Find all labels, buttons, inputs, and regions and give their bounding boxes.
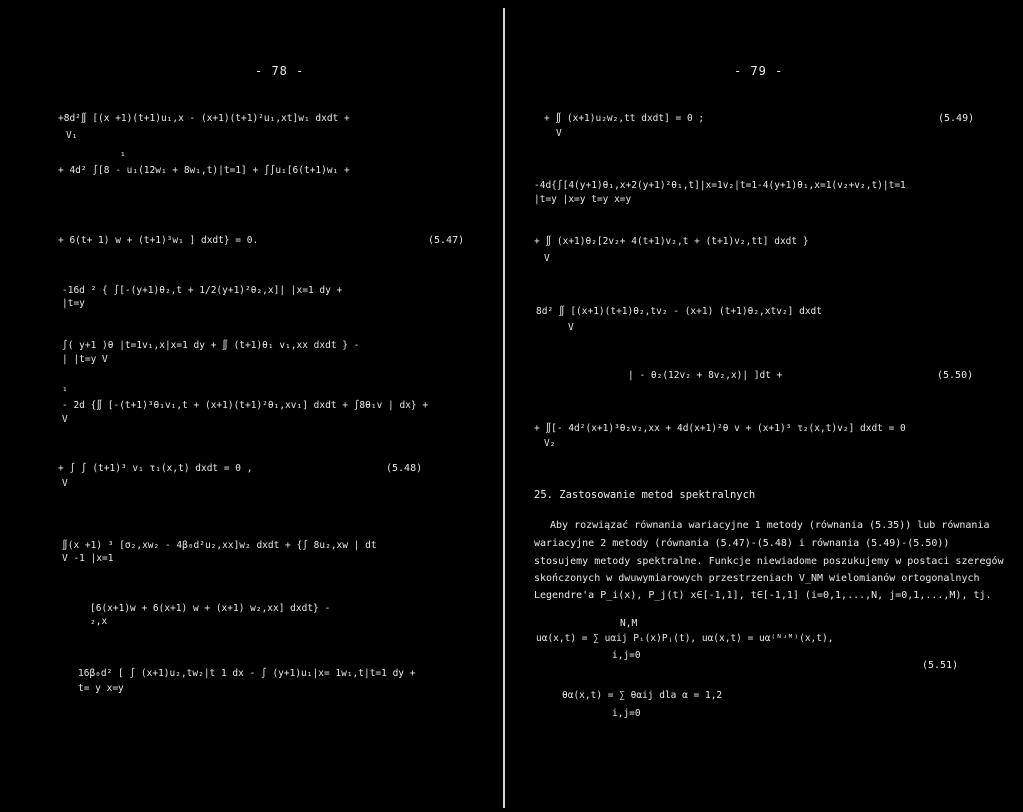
equation-line: 16β₀d² [ ∫ (x+1)u₂,tw₂|t 1 dx - ∫ (y+1)u₁|x= 1w₁,t|t=1 dy +: [78, 668, 416, 679]
paragraph-line: wariacyjne 2 metody (równania (5.47)-(5.48) i równania (5.49)-(5.50)): [534, 538, 950, 549]
page-number: - 79 -: [734, 64, 784, 78]
equation-line: + 6(t+ 1) w + (t+1)³w₁ ] dxdt} = 0.: [58, 235, 259, 246]
equation-line: | |t=y V: [62, 354, 108, 365]
page-divider: [503, 8, 505, 808]
equation-line: -4d{∫[4(y+1)θ₁,x+2(y+1)²θ₁,t]|x=1v₂|t=1-4(y+1)θ₁,x=1(v₂+v₂,t)|t=1: [534, 180, 906, 191]
equation-line: |t=y |x=y t=y x=y: [534, 194, 632, 205]
equation-line: + ∬[- 4d²(x+1)³θ₂v₂,xx + 4d(x+1)²θ v + (x+1)³ τ₂(x,t)v₂] dxdt = 0: [534, 423, 906, 434]
equation-line: + ∫ ∫ (t+1)³ v₁ τ₁(x,t) dxdt = 0 ,: [58, 463, 253, 474]
equation-line: V: [62, 478, 68, 489]
equation-line: - 2d {∬ [-(t+1)³θ₁v₁,t + (x+1)(t+1)²θ₁,xv₁] dxdt + ∫8θ₁v | dx} +: [62, 400, 429, 411]
section-heading: 25. Zastosowanie metod spektralnych: [534, 489, 756, 501]
equation-line: ₁: [62, 383, 68, 394]
equation-line: V₂: [544, 438, 556, 449]
equation-line: ∬(x +1) ³ [σ₂,xw₂ - 4β₀d²u₂,xx]w₂ dxdt + {∫ 8u₂,xw | dt: [62, 540, 377, 551]
equation-line: 8d² ∬ [(x+1)(t+1)θ₂,tv₂ - (x+1) (t+1)θ₂,xtv₂] dxdt: [536, 306, 822, 317]
equation-line: V: [568, 322, 574, 333]
formula-line: uα(x,t) = ∑ uαij Pᵢ(x)Pⱼ(t), uα(x,t) = uα⁽ᴺʴᴹ⁾(x,t),: [536, 633, 834, 644]
right-page: [512, 0, 1023, 812]
equation-line: +8d²∬ [(x +1)(t+1)u₁,x - (x+1)(t+1)²u₁,xt]w₁ dxdt +: [58, 113, 350, 124]
paragraph-line: Aby rozwiązać równania wariacyjne 1 metody (równania (5.35)) lub równania: [550, 520, 990, 531]
equation-line: + ∬ (x+1)θ₂[2v₂+ 4(t+1)v₂,t + (t+1)v₂,tt] dxdt }: [534, 236, 809, 247]
equation-number: (5.49): [938, 113, 975, 124]
equation-line: -16d ² { ∫[-(y+1)θ₂,t + 1/2(y+1)²θ₂,x]| |x=1 dy +: [62, 285, 343, 296]
equation-line: + ∬ (x+1)u₂w₂,tt dxdt] = 0 ;: [544, 113, 705, 124]
equation-line: V: [544, 253, 550, 264]
left-page: [0, 0, 500, 812]
equation-number: (5.47): [428, 235, 465, 246]
equation-number: (5.50): [937, 370, 974, 381]
paragraph-line: Legendre'a P_i(x), P_j(t) x∈[-1,1], t∈[-1,1] (i=0,1,...,N, j=0,1,...,M), tj.: [534, 590, 992, 601]
formula-line: i,j=0: [612, 650, 641, 661]
formula-line: i,j=0: [612, 708, 641, 719]
equation-line: [6(x+1)w + 6(x+1) w + (x+1) w₂,xx] dxdt} -: [90, 603, 331, 614]
equation-line: V -1 |x=1: [62, 553, 114, 564]
equation-line: ₁: [120, 148, 126, 159]
equation-line: V: [556, 128, 562, 139]
paragraph-line: stosujemy metody spektralne. Funkcje niewiadome poszukujemy w postaci szeregów: [534, 556, 1004, 567]
equation-line: ∫( y+1 )θ |t=1v₁,x|x=1 dy + ∬ (t+1)θ₁ v₁,xx dxdt } -: [62, 340, 360, 351]
equation-line: | - θ₂(12v₂ + 8v₂,x)| ]dt +: [628, 370, 783, 381]
formula-line: θα(x,t) = ∑ θαij dla α = 1,2: [562, 690, 723, 701]
equation-line: V₁: [66, 130, 78, 141]
equation-number: (5.51): [922, 660, 959, 671]
equation-line: + 4d² ∫[8 - u₁(12w₁ + 8w₁,t)|t=1] + ∫∫u₁[6(t+1)w₁ +: [58, 165, 350, 176]
formula-line: N,M: [620, 618, 638, 629]
paragraph-line: skończonych w dwuwymiarowych przestrzeniach V_NM wielomianów ortogonalnych: [534, 573, 980, 584]
equation-number: (5.48): [386, 463, 423, 474]
equation-line: V: [62, 414, 68, 425]
equation-line: |t=y: [62, 298, 85, 309]
equation-line: ₂,x: [90, 616, 108, 627]
page-number: - 78 -: [255, 64, 305, 78]
equation-line: t= y x=y: [78, 683, 124, 694]
